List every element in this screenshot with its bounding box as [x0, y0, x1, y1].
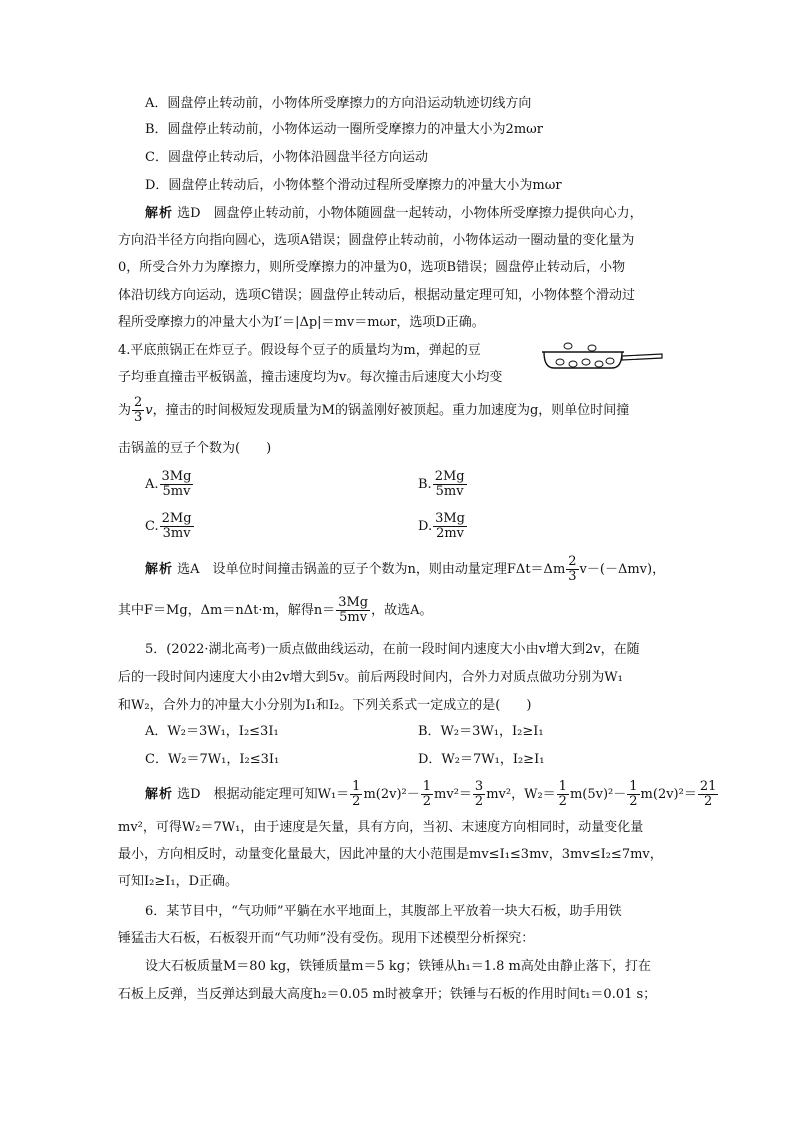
analysis-keyword: 解析: [145, 787, 174, 802]
fraction-numerator: 2: [568, 554, 577, 569]
option-letter: C.: [145, 519, 159, 534]
fraction: [473, 780, 485, 809]
fraction: [336, 596, 370, 625]
q3-analysis-line: 程所受摩擦力的冲量大小为I′＝|Δp|＝mv＝mωr，选项D正确。: [118, 315, 485, 330]
fraction-numerator: 1: [422, 779, 432, 794]
fraction-denominator: 5mv: [162, 484, 191, 499]
q4-option-d: [418, 512, 468, 542]
fraction: [421, 780, 433, 809]
q3-option-c: C．圆盘停止转动后，小物体沿圆盘半径方向运动: [145, 150, 428, 165]
q3-option-a: A．圆盘停止转动前，小物体所受摩擦力的方向沿运动轨迹切线方向: [145, 96, 532, 111]
fraction-denominator: 2: [422, 794, 432, 809]
q5-analysis-text: m(5v)²－: [569, 787, 627, 802]
q4-stem-text: ，撞击的时间极短发现质量为M的锅盖刚好被顶起。重力加速度为g，则单位时间撞: [152, 403, 630, 418]
velocity-symbol: v: [145, 403, 153, 418]
fraction-denominator: 2: [558, 794, 567, 809]
q5-analysis-text: mv²＝: [434, 787, 472, 802]
fraction: [627, 780, 639, 809]
fraction-numerator: 3: [474, 779, 484, 794]
q5-option-a: A．W₂＝3W₁，I₂≤3I₁: [145, 724, 279, 739]
fraction-numerator: 21: [699, 779, 717, 794]
fraction-denominator: 3: [568, 569, 577, 584]
fraction: [160, 512, 194, 541]
fraction-numerator: 1: [629, 779, 638, 794]
q5-analysis-line: 可知I₂≥I₁，D正确。: [118, 874, 239, 889]
q5-option-b: B．W₂＝3W₁，I₂≥I₁: [418, 724, 544, 739]
fraction-numerator: 2Mg: [434, 469, 465, 484]
q5-stem-line: 和W₂，合外力的冲量大小分别为I₁和I₂。下列关系式一定成立的是( ): [118, 698, 532, 713]
fraction-numerator: 2: [134, 395, 143, 410]
frying-pan-illustration: [540, 342, 664, 374]
q4-analysis-text: 其中F＝Mg，Δm＝nΔt·m，解得n＝: [118, 603, 336, 618]
q4-stem-prefix: 为: [118, 403, 132, 418]
q4-analysis-line: [118, 596, 432, 626]
fraction-denominator: 3mv: [162, 526, 191, 541]
q4-stem-line: 子均垂直撞击平板锅盖，撞击速度均为v。每次撞击后速度大小均变: [118, 370, 503, 385]
fraction-denominator: 2mv: [436, 526, 465, 541]
option-letter: D.: [418, 519, 433, 534]
q3-option-d: D．圆盘停止转动后，小物体整个滑动过程所受摩擦力的冲量大小为mωr: [145, 178, 562, 193]
fraction-denominator: 2: [474, 794, 484, 809]
q6-stem-line: 6．某节目中，“气功师”平躺在水平地面上，其腹部上平放着一块大石板，助手用铁: [145, 904, 622, 919]
fraction: [566, 555, 578, 584]
q5-analysis-line: 最小，方向相反时，动量变化量最大，因此冲量的大小范围是mv≤I₁≤3mv，3mv≤I₂≤7mv，: [118, 847, 663, 862]
q4-analysis-text: 选A 设单位时间撞击锅盖的豆子个数为n，则由动量定理FΔt＝Δm: [177, 562, 566, 577]
fraction-numerator: 3Mg: [338, 595, 369, 610]
fraction-denominator: 2: [352, 794, 361, 809]
q3-analysis-line: 0，所受合外力为摩擦力，则所受摩擦力的冲量为0，选项B错误；圆盘停止转动后，小物: [118, 260, 626, 275]
fraction-denominator: 5mv: [435, 484, 464, 499]
q6-stem-line: 石板上反弹，当反弹达到最大高度h₂＝0.05 m时被拿开；铁锤与石板的作用时间t₁＝0.01 s；: [118, 987, 657, 1002]
q4-option-a: [145, 470, 194, 500]
q5-option-d: D．W₂＝7W₁，I₂≥I₁: [418, 752, 545, 767]
q4-analysis-line: [145, 555, 665, 585]
fraction: [160, 470, 194, 499]
fraction-numerator: 3Mg: [435, 511, 465, 526]
fraction-numerator: 1: [352, 779, 361, 794]
q4-stem-line: 击锅盖的豆子个数为( ): [118, 441, 272, 456]
q3-option-b: B．圆盘停止转动前，小物体运动一圈所受摩擦力的冲量大小为2mωr: [145, 122, 543, 137]
q5-analysis-text: 选D 根据动能定理可知W₁＝: [177, 787, 350, 802]
q3-analysis-line: [145, 204, 643, 224]
analysis-keyword: 解析: [145, 206, 174, 221]
fraction-denominator: 2: [629, 794, 638, 809]
fraction: [350, 780, 362, 809]
fraction-numerator: 1: [558, 779, 567, 794]
q4-analysis-text: ，故选A。: [371, 603, 433, 618]
q5-analysis-text: mv²，W₂＝: [486, 787, 556, 802]
q5-stem-line: 后的一段时间内速度大小由2v增大到5v。前后两段时间内，合外力对质点做功分别为W₁: [118, 670, 623, 685]
fraction-numerator: 3Mg: [161, 469, 192, 484]
fraction-denominator: 3: [134, 410, 143, 425]
fraction: [132, 396, 144, 425]
q4-option-c: [145, 512, 195, 542]
fraction: [433, 512, 467, 541]
fraction: [557, 780, 569, 809]
fraction: [433, 470, 467, 499]
fraction-numerator: 2Mg: [161, 511, 192, 526]
fraction-denominator: 2: [703, 794, 713, 809]
fraction: [698, 780, 719, 809]
option-letter: A.: [145, 477, 159, 492]
q5-stem-line: 5．(2022·湖北高考)一质点做曲线运动，在前一段时间内速度大小由v增大到2v，在随: [145, 642, 640, 657]
fraction-denominator: 5mv: [339, 610, 368, 625]
q3-analysis-line: 方向沿半径方向指向圆心，选项A错误；圆盘停止转动前，小物体运动一圈动量的变化量为: [118, 233, 635, 248]
q6-stem-line: 锤猛击大石板，石板裂开而“气功师”没有受伤。现用下述模型分析探究：: [118, 931, 535, 946]
q4-option-b: [418, 470, 468, 500]
analysis-keyword: 解析: [145, 562, 174, 577]
q4-stem-line: [118, 396, 629, 426]
option-letter: B.: [418, 477, 432, 492]
q5-analysis-text: m(2v)²－: [363, 787, 420, 802]
q5-analysis-text: m(2v)²＝: [640, 787, 697, 802]
q3-analysis-line: 体沿切线方向运动，选项C错误；圆盘停止转动后，根据动量定理可知，小物体整个滑动过: [118, 288, 635, 303]
q5-analysis-line: [145, 780, 719, 810]
q4-analysis-text: v－(－Δmv)，: [579, 562, 666, 577]
q3-analysis-text: 选D 圆盘停止转动前，小物体随圆盘一起转动，小物体所受摩擦力提供向心力，: [177, 206, 643, 221]
q5-option-c: C．W₂＝7W₁，I₂≤3I₁: [145, 752, 280, 767]
q6-stem-line: 设大石板质量M＝80 kg，铁锤质量m＝5 kg；铁锤从h₁＝1.8 m高处由静止落下，打在: [145, 959, 651, 974]
q5-analysis-line: mv²，可得W₂＝7W₁，由于速度是矢量，具有方向，当初、末速度方向相同时，动量变化量: [118, 820, 644, 835]
q4-stem-line: 4.平底煎锅正在炸豆子。假设每个豆子的质量均为m，弹起的豆: [118, 343, 481, 358]
